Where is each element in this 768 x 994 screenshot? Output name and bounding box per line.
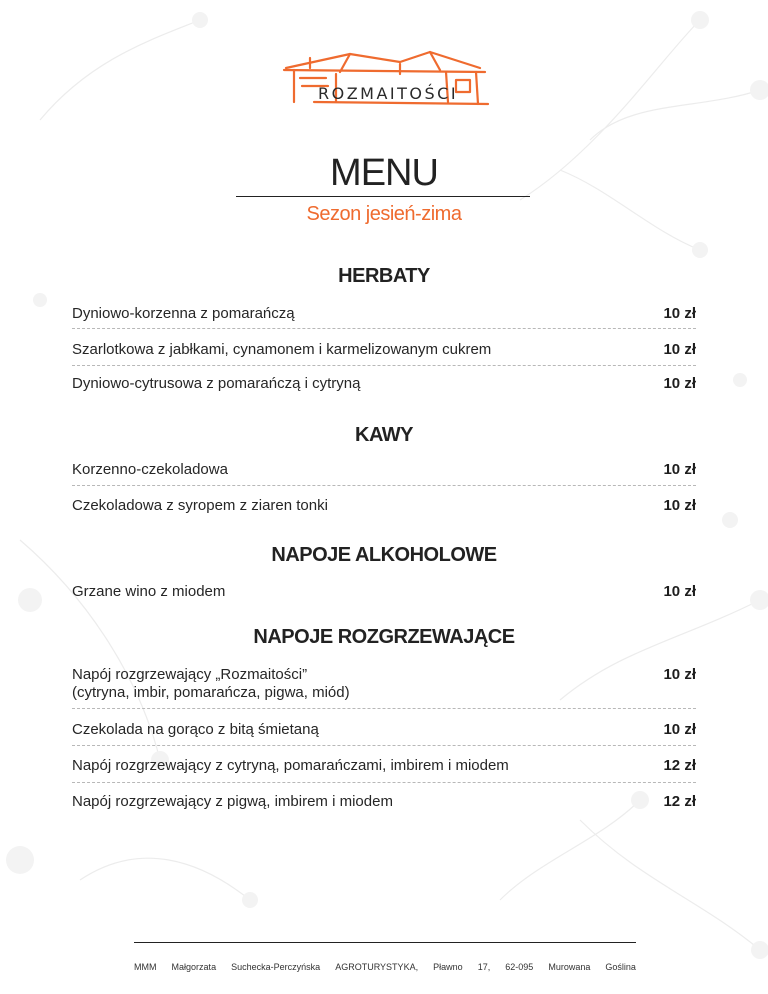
section-heading-napoje-alkoholowe: NAPOJE ALKOHOLOWE	[271, 544, 497, 566]
menu-item-name: Czekoladowa z syropem z ziaren tonki	[72, 497, 328, 514]
footer-word: AGROTURYSTYKA,	[335, 962, 419, 972]
season-subtitle: Sezon jesień-zima	[306, 203, 462, 225]
menu-item-name: Korzenno-czekoladowa	[72, 461, 228, 478]
menu-item-name: Napój rozgrzewający z cytryną, pomarańczami, imbirem i miodem	[72, 757, 509, 774]
footer-word: 17,	[477, 962, 491, 972]
menu-item	[72, 497, 696, 515]
item-separator	[72, 708, 696, 709]
menu-item-name: Czekolada na gorąco z bitą śmietaną	[72, 721, 319, 738]
item-separator	[72, 745, 696, 746]
menu-item-price: 12 zł	[663, 757, 696, 774]
menu-item-name: Dyniowo-cytrusowa z pomarańczą i cytryną	[72, 375, 361, 392]
menu-item-name: Napój rozgrzewający „Rozmaitości”	[72, 666, 308, 683]
menu-item-name: Dyniowo-korzenna z pomarańczą	[72, 305, 295, 322]
menu-item-price: 10 zł	[663, 583, 696, 600]
footer-word: Pławno	[433, 962, 463, 972]
footer-divider	[134, 942, 636, 943]
menu-item-price: 10 zł	[663, 461, 696, 478]
menu-item	[72, 721, 696, 739]
title-divider	[236, 196, 530, 197]
menu-item-price: 10 zł	[663, 341, 696, 358]
footer-word: Suchecka-Perczyńska	[231, 962, 321, 972]
menu-item-price: 12 zł	[663, 793, 696, 810]
menu-item-price: 10 zł	[663, 666, 696, 683]
menu-item-price: 10 zł	[663, 305, 696, 322]
menu-item	[72, 757, 696, 775]
footer-word: Goślina	[605, 962, 636, 972]
menu-item-price: 10 zł	[663, 721, 696, 738]
menu-item-description: (cytryna, imbir, pomarańcza, pigwa, miód)	[72, 684, 350, 701]
brand-logo-text: ROZMAITOŚCI	[318, 84, 459, 103]
item-separator	[72, 782, 696, 783]
menu-item	[72, 305, 696, 323]
menu-item	[72, 793, 696, 811]
footer-word: 62-095	[505, 962, 534, 972]
menu-item	[72, 375, 696, 393]
footer-address	[134, 962, 636, 972]
menu-item-name: Szarlotkowa z jabłkami, cynamonem i karmelizowanym cukrem	[72, 341, 492, 358]
menu-item-name: Napój rozgrzewający z pigwą, imbirem i miodem	[72, 793, 393, 810]
menu-item-name: Grzane wino z miodem	[72, 583, 226, 600]
section-heading-napoje-rozgrzewajace: NAPOJE ROZGRZEWAJĄCE	[253, 626, 515, 648]
footer-word: Małgorzata	[171, 962, 217, 972]
menu-item	[72, 461, 696, 479]
menu-item	[72, 666, 696, 702]
menu-item-name-block	[72, 666, 350, 702]
item-separator	[72, 328, 696, 329]
item-separator	[72, 485, 696, 486]
menu-title: MENU	[330, 152, 438, 194]
menu-item-price: 10 zł	[663, 497, 696, 514]
item-separator	[72, 365, 696, 366]
menu-item	[72, 341, 696, 359]
footer-word: MMM	[134, 962, 157, 972]
menu-item	[72, 583, 696, 601]
section-heading-herbaty: HERBATY	[338, 265, 430, 287]
section-heading-kawy: KAWY	[355, 424, 413, 446]
menu-item-price: 10 zł	[663, 375, 696, 392]
footer-word: Murowana	[548, 962, 591, 972]
